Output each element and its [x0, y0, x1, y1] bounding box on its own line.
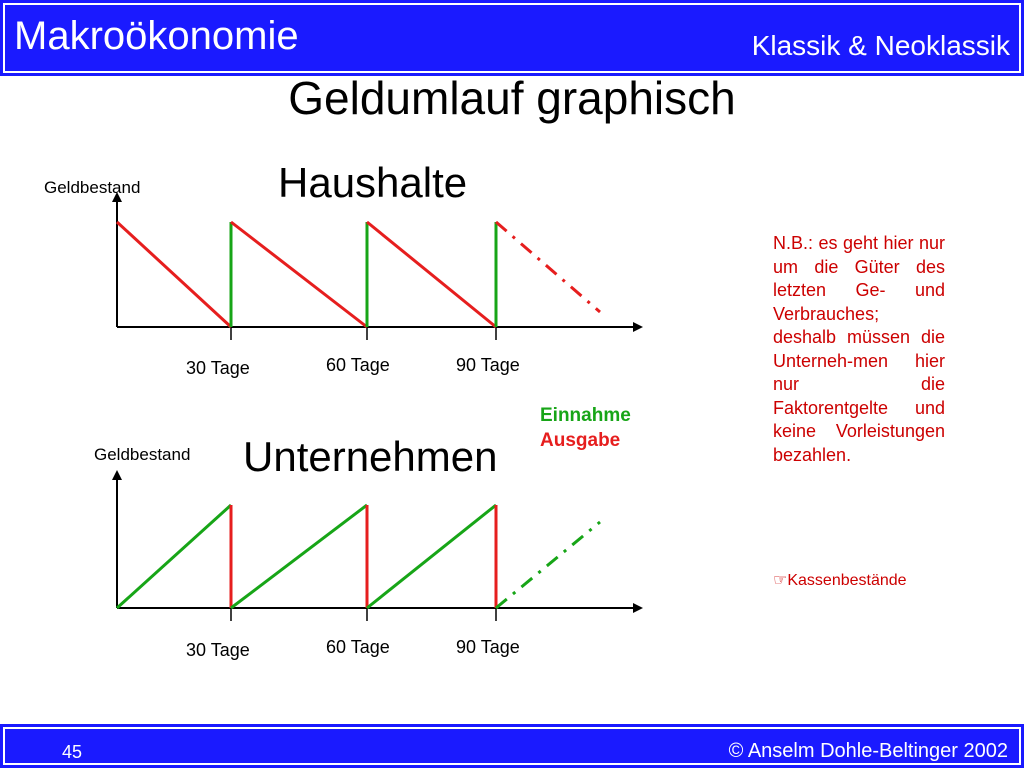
page-number: 45 — [62, 742, 83, 762]
legend-expense: Ausgabe — [540, 430, 621, 451]
firms-income-3 — [367, 505, 496, 608]
firms-income-2 — [231, 505, 367, 608]
course-title: Makroökonomie — [14, 14, 299, 58]
note-line-2: deshalb müssen die Unterneh-men hier nur die Faktorentgelte und keine Vorleistungen bezahlen. — [773, 327, 945, 465]
firms-title: Unternehmen — [243, 433, 498, 480]
note-sub-text: Kassenbestände — [787, 572, 907, 589]
households-spending-3 — [367, 222, 496, 327]
chapter-title: Klassik & Neoklassik — [751, 30, 1010, 61]
legend-income: Einnahme — [540, 405, 631, 426]
households-tick-60: 60 Tage — [326, 355, 390, 375]
households-spending-1 — [117, 222, 231, 327]
households-spending-projected — [496, 222, 600, 312]
households-spending-2 — [231, 222, 367, 327]
firms-y-axis-label: Geldbestand — [94, 445, 191, 464]
firms-tick-90: 90 Tage — [456, 637, 520, 657]
households-y-axis-label: Geldbestand — [44, 178, 141, 197]
note-line-1: N.B.: es geht hier nur um die Güter des letzten Ge- und Verbrauches; — [773, 233, 945, 324]
firms-income-1 — [117, 505, 231, 608]
households-tick-30: 30 Tage — [186, 358, 250, 378]
pointing-hand-icon: ☞ — [773, 572, 788, 589]
slide-title: Geldumlauf graphisch — [288, 72, 736, 124]
copyright: © Anselm Dohle-Beltinger 2002 — [728, 740, 1008, 762]
households-tick-90: 90 Tage — [456, 355, 520, 375]
households-title: Haushalte — [278, 159, 468, 206]
firms-tick-30: 30 Tage — [186, 640, 250, 660]
firms-tick-60: 60 Tage — [326, 637, 390, 657]
firms-income-projected — [496, 522, 600, 608]
